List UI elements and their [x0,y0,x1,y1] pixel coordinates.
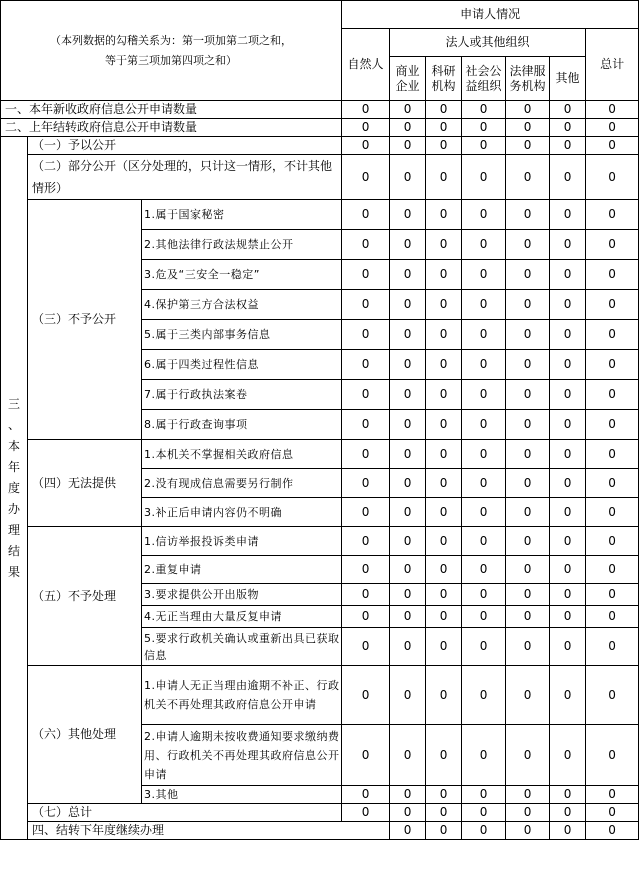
cell-value: 0 [550,666,586,725]
cell-value: 0 [506,584,550,606]
cell-value: 0 [426,786,462,804]
cell-value: 0 [390,320,426,350]
header-business: 商业企业 [390,57,426,101]
cell-value: 0 [462,556,506,584]
cell-value: 0 [426,527,462,556]
cell-value: 0 [462,606,506,628]
cell-value: 0 [550,320,586,350]
table-row [1,101,639,119]
row-label: （一）予以公开 [28,137,342,155]
cell-value: 0 [550,290,586,320]
table-row [1,155,639,200]
cell-value: 0 [462,119,506,137]
cell-value: 0 [586,786,639,804]
cell-value: 0 [550,230,586,260]
cell-value: 0 [342,469,390,498]
row-label: 二、上年结转政府信息公开申请数量 [1,119,342,137]
row-label: 一、本年新收政府信息公开申请数量 [1,101,342,119]
cell-value: 0 [462,628,506,666]
cell-value: 0 [586,101,639,119]
cell-value: 0 [506,350,550,380]
row-label: 6.属于四类过程性信息 [142,350,342,380]
cell-value: 0 [506,410,550,440]
cell-value: 0 [506,380,550,410]
header-note [1,1,342,101]
row-label: 1.本机关不掌握相关政府信息 [142,440,342,469]
cell-value: 0 [506,101,550,119]
cell-value: 0 [462,101,506,119]
cell-value: 0 [426,119,462,137]
cell-value: 0 [390,260,426,290]
row-label: 7.属于行政执法案卷 [142,380,342,410]
cell-value: 0 [342,786,390,804]
row-label: 5.属于三类内部事务信息 [142,320,342,350]
cell-value: 0 [342,725,390,786]
cell-value: 0 [426,260,462,290]
table-row [1,137,639,155]
cell-value: 0 [426,822,462,840]
cell-value: 0 [390,628,426,666]
cell-value: 0 [390,556,426,584]
cell-value: 0 [462,200,506,230]
cell-value: 0 [342,527,390,556]
cell-value: 0 [586,155,639,200]
cell-value: 0 [550,469,586,498]
row-label: 2.重复申请 [142,556,342,584]
table-row [1,527,639,556]
cell-value: 0 [550,804,586,822]
cell-value: 0 [342,155,390,200]
cell-value: 0 [586,822,639,840]
cell-value: 0 [506,666,550,725]
cell-value: 0 [426,350,462,380]
cell-value: 0 [586,584,639,606]
row-label: 2.申请人逾期未按收费通知要求缴纳费用、行政机关不再处理其政府信息公开申请 [142,725,342,786]
cell-value: 0 [390,666,426,725]
cell-value: 0 [506,822,550,840]
cell-value: 0 [426,628,462,666]
cell-value: 0 [550,440,586,469]
cell-value: 0 [550,119,586,137]
cell-value: 0 [586,725,639,786]
cell-value: 0 [586,804,639,822]
cell-value: 0 [462,410,506,440]
header-legal-entity: 法人或其他组织 [390,29,586,57]
row-label: 四、结转下年度继续办理 [28,822,390,840]
cell-value: 0 [390,527,426,556]
cell-value: 0 [550,725,586,786]
cell-value: 0 [342,606,390,628]
cell-value: 0 [506,290,550,320]
cell-value: 0 [342,230,390,260]
cell-value: 0 [462,584,506,606]
cell-value: 0 [426,155,462,200]
row-label: 1.申请人无正当理由逾期不补正、行政机关不再处理其政府信息公开申请 [142,666,342,725]
cell-value: 0 [586,440,639,469]
cell-value: 0 [586,200,639,230]
cell-value: 0 [342,804,390,822]
cell-value: 0 [342,440,390,469]
cell-value: 0 [426,410,462,440]
cell-value: 0 [342,101,390,119]
cell-value: 0 [586,410,639,440]
cell-value: 0 [462,320,506,350]
row-label: 3.其他 [142,786,342,804]
cell-value: 0 [390,119,426,137]
table-row [1,822,639,840]
row-label: 8.属于行政查询事项 [142,410,342,440]
cell-value: 0 [586,119,639,137]
cell-value: 0 [586,606,639,628]
cell-value: 0 [550,410,586,440]
cell-value: 0 [462,290,506,320]
cell-value: 0 [550,527,586,556]
cell-value: 0 [390,230,426,260]
cell-value: 0 [550,380,586,410]
group-label-results: 三 、 本 年 度 办 理 结 果 [1,137,28,840]
cell-value: 0 [390,606,426,628]
cell-value: 0 [342,628,390,666]
cell-value: 0 [426,230,462,260]
cell-value: 0 [342,137,390,155]
cell-value: 0 [506,440,550,469]
cell-value: 0 [550,606,586,628]
cell-value: 0 [506,119,550,137]
cell-value: 0 [426,137,462,155]
cell-value: 0 [342,584,390,606]
cell-value: 0 [586,320,639,350]
cell-value: 0 [550,155,586,200]
cell-value: 0 [342,260,390,290]
cell-value: 0 [390,822,426,840]
cell-value: 0 [426,606,462,628]
cell-value: 0 [426,498,462,527]
cell-value: 0 [462,137,506,155]
cell-value: 0 [342,320,390,350]
cell-value: 0 [506,260,550,290]
header-total: 总计 [586,29,639,101]
cell-value: 0 [390,380,426,410]
table-row [1,440,639,469]
section-label: （三）不予公开 [28,200,142,440]
cell-value: 0 [462,804,506,822]
cell-value: 0 [550,200,586,230]
header-applicant: 申请人情况 [342,1,639,29]
cell-value: 0 [462,666,506,725]
cell-value: 0 [506,606,550,628]
row-label: （七）总计 [28,804,342,822]
header-other: 其他 [550,57,586,101]
cell-value: 0 [426,469,462,498]
cell-value: 0 [550,628,586,666]
cell-value: 0 [506,155,550,200]
cell-value: 0 [342,290,390,320]
cell-value: 0 [390,350,426,380]
cell-value: 0 [342,350,390,380]
cell-value: 0 [462,380,506,410]
cell-value: 0 [586,350,639,380]
cell-value: 0 [390,725,426,786]
cell-value: 0 [390,410,426,440]
table-row [1,119,639,137]
row-label: 3.补正后申请内容仍不明确 [142,498,342,527]
cell-value: 0 [342,380,390,410]
cell-value: 0 [550,101,586,119]
cell-value: 0 [506,725,550,786]
header-research: 科研机构 [426,57,462,101]
cell-value: 0 [390,200,426,230]
cell-value: 0 [462,260,506,290]
row-label: 3.要求提供公开出版物 [142,584,342,606]
cell-value: 0 [426,584,462,606]
cell-value: 0 [342,666,390,725]
cell-value: 0 [586,230,639,260]
cell-value: 0 [586,527,639,556]
table-row [1,200,639,230]
cell-value: 0 [506,527,550,556]
row-label: 4.无正当理由大量反复申请 [142,606,342,628]
row-label: 5.要求行政机关确认或重新出具已获取信息 [142,628,342,666]
cell-value: 0 [426,320,462,350]
cell-value: 0 [586,666,639,725]
cell-value: 0 [462,498,506,527]
cell-value: 0 [426,290,462,320]
cell-value: 0 [462,527,506,556]
row-label: 2.其他法律行政法规禁止公开 [142,230,342,260]
header-note-line1: （本列数据的勾稽关系为：第一项加第二项之和， [50,33,293,47]
cell-value: 0 [426,804,462,822]
cell-value: 0 [426,101,462,119]
cell-value: 0 [506,786,550,804]
cell-value: 0 [586,469,639,498]
cell-value: 0 [390,155,426,200]
cell-value: 0 [550,786,586,804]
cell-value: 0 [342,119,390,137]
cell-value: 0 [462,155,506,200]
cell-value: 0 [426,556,462,584]
row-label: 3.危及“三安全一稳定” [142,260,342,290]
cell-value: 0 [342,498,390,527]
cell-value: 0 [426,666,462,725]
row-label: 2.没有现成信息需要另行制作 [142,469,342,498]
section-label: （五）不予处理 [28,527,142,666]
cell-value: 0 [506,628,550,666]
cell-value: 0 [506,137,550,155]
cell-value: 0 [506,200,550,230]
cell-value: 0 [390,469,426,498]
cell-value: 0 [586,380,639,410]
header-public: 社会公益组织 [462,57,506,101]
cell-value: 0 [586,556,639,584]
cell-value: 0 [390,804,426,822]
cell-value: 0 [586,137,639,155]
cell-value: 0 [426,440,462,469]
cell-value: 0 [342,200,390,230]
cell-value: 0 [390,786,426,804]
cell-value: 0 [426,380,462,410]
cell-value: 0 [586,260,639,290]
table-row [1,666,639,725]
cell-value: 0 [426,725,462,786]
cell-value: 0 [550,498,586,527]
cell-value: 0 [550,584,586,606]
cell-value: 0 [506,498,550,527]
row-label: 1.属于国家秘密 [142,200,342,230]
cell-value: 0 [506,469,550,498]
cell-value: 0 [342,556,390,584]
header-law: 法律服务机构 [506,57,550,101]
cell-value: 0 [586,290,639,320]
cell-value: 0 [550,556,586,584]
cell-value: 0 [462,786,506,804]
cell-value: 0 [462,350,506,380]
section-label: （六）其他处理 [28,666,142,804]
row-label: （二）部分公开（区分处理的，只计这一情形，不计其他情形） [28,155,342,200]
cell-value: 0 [506,230,550,260]
table-row [1,804,639,822]
cell-value: 0 [426,200,462,230]
row-label: 1.信访举报投诉类申请 [142,527,342,556]
cell-value: 0 [390,584,426,606]
cell-value: 0 [506,320,550,350]
cell-value: 0 [550,350,586,380]
cell-value: 0 [390,290,426,320]
cell-value: 0 [462,725,506,786]
header-note-line2: 等于第三项加第四项之和） [105,53,238,67]
cell-value: 0 [586,498,639,527]
cell-value: 0 [462,822,506,840]
cell-value: 0 [550,260,586,290]
cell-value: 0 [550,822,586,840]
cell-value: 0 [390,440,426,469]
cell-value: 0 [390,498,426,527]
cell-value: 0 [342,410,390,440]
cell-value: 0 [390,137,426,155]
header-natural-person: 自然人 [342,29,390,101]
cell-value: 0 [550,137,586,155]
cell-value: 0 [462,440,506,469]
cell-value: 0 [390,101,426,119]
section-label: （四）无法提供 [28,440,142,527]
cell-value: 0 [506,804,550,822]
cell-value: 0 [586,628,639,666]
cell-value: 0 [462,230,506,260]
cell-value: 0 [506,556,550,584]
row-label: 4.保护第三方合法权益 [142,290,342,320]
cell-value: 0 [462,469,506,498]
